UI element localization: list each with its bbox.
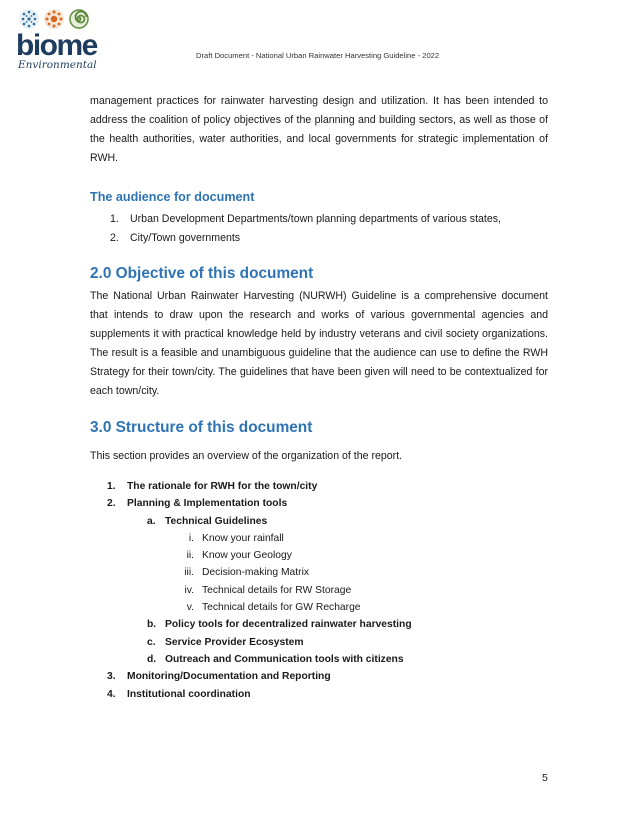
logo-tagline: Environmental [18, 59, 97, 71]
audience-list [90, 210, 548, 248]
running-header: Draft Document - National Urban Rainwater Harvesting Guideline - 2022 [196, 51, 440, 60]
sun-circle-icon [43, 8, 65, 30]
list-text: City/Town governments [130, 232, 241, 244]
list-item [110, 229, 548, 248]
list-number: 1. [110, 213, 119, 225]
structure-outline [90, 478, 548, 703]
list-text: Urban Development Departments/town planning departments of various states, [130, 213, 501, 225]
objective-paragraph: The National Urban Rainwater Harvesting (NURWH) Guideline is a comprehensive document that intends to draw upon the research and works of various governmental agencies and supplements it with practical knowledge held by industry veterans and civil society organizations. The result is a feasible and unambiguous guideline that the audience can use to define the RWH Strategy for their town/city. The guidelines that have been given will need to be contextualized for each town/city. [90, 290, 548, 397]
list-number: 2. [110, 232, 119, 244]
outline-item: iii. Decision-making Matrix [184, 567, 310, 579]
outline-item: b. Policy tools for decentralized rainwater harvesting [147, 619, 412, 631]
objective-heading: 2.0 Objective of this document [90, 265, 314, 282]
outline-item: d. Outreach and Communication tools with citizens [147, 653, 404, 665]
page-number: 5 [542, 772, 548, 784]
outline-item: 1. The rationale for RWH for the town/city [107, 481, 318, 492]
audience-heading: The audience for document [90, 190, 255, 204]
spiral-circle-icon [68, 8, 90, 30]
outline-item: 2. Planning & Implementation tools [107, 498, 288, 510]
outline-item: v. Technical details for GW Recharge [186, 602, 361, 614]
list-item [110, 210, 548, 229]
outline-item: i. Know your rainfall [188, 532, 284, 544]
outline-item: 3. Monitoring/Documentation and Reporting [107, 671, 331, 683]
structure-heading: 3.0 Structure of this document [90, 419, 313, 436]
outline-item: c. Service Provider Ecosystem [147, 636, 304, 648]
outline-item: 4. Institutional coordination [107, 688, 251, 700]
logo-wordmark: biome [16, 29, 97, 62]
logo-emblems [18, 8, 98, 30]
structure-intro: This section provides an overview of the organization of the report. [90, 450, 403, 462]
intro-paragraph: management practices for rainwater harvesting design and utilization. It has been intended to address the coalition of policy objectives of the planning and building sectors, as well as those of the health authorities, water authorities, and local governments for strategic implementation of RWH. [90, 95, 548, 164]
outline-item: ii. Know your Geology [186, 550, 292, 562]
water-circle-icon [18, 8, 40, 30]
page-content [90, 92, 548, 703]
biome-logo [16, 8, 98, 86]
outline-item: a. Technical Guidelines [147, 515, 268, 527]
outline-item: iv. Technical details for RW Storage [184, 584, 352, 596]
